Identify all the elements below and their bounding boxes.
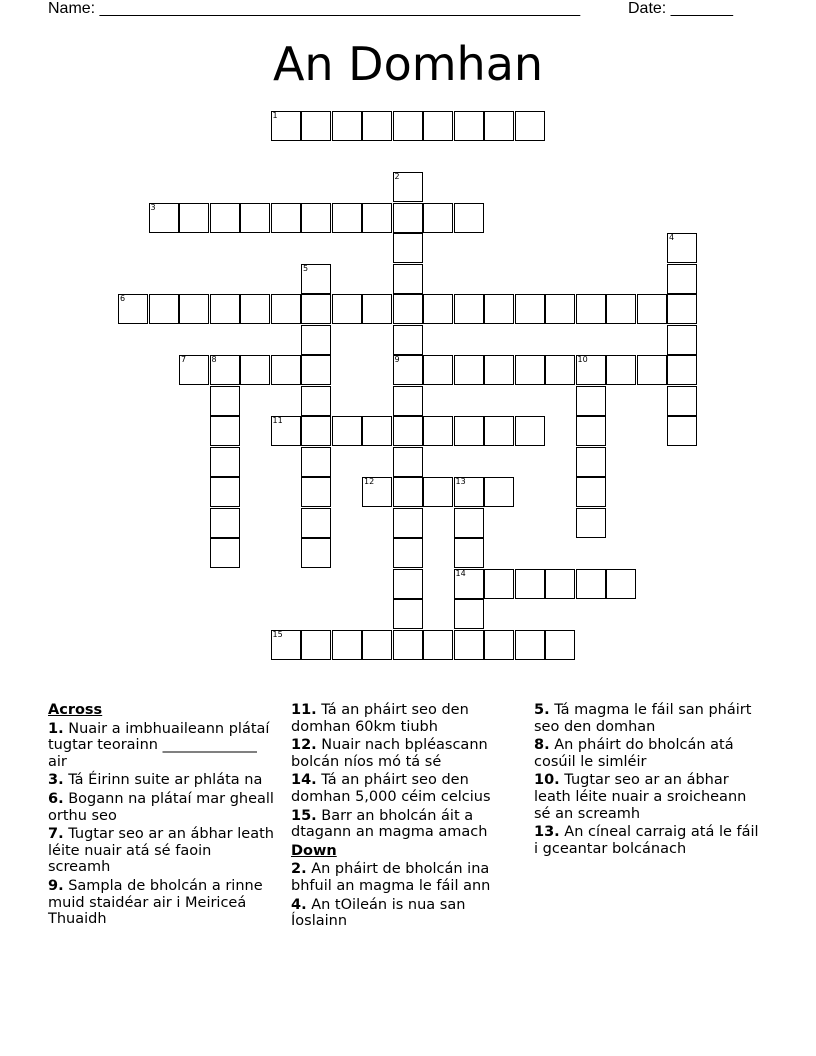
grid-cell[interactable]	[210, 386, 240, 416]
clue-text: Tugtar seo ar an ábhar leath léite nuair atá sé faoin screamh	[48, 826, 274, 876]
grid-cell[interactable]	[423, 630, 453, 660]
grid-cell[interactable]	[118, 294, 148, 324]
cell-number: 1	[272, 111, 278, 120]
grid-cell[interactable]	[484, 569, 514, 599]
grid-cell[interactable]	[515, 294, 545, 324]
grid-cell[interactable]	[301, 416, 331, 446]
grid-cell[interactable]	[179, 203, 209, 233]
cell-number: 5	[303, 263, 309, 273]
grid-cell[interactable]	[393, 264, 423, 294]
grid-cell[interactable]	[301, 447, 331, 477]
grid-cell[interactable]	[454, 599, 484, 629]
clues-column-3	[534, 702, 762, 859]
grid-cell[interactable]	[454, 294, 484, 324]
grid-cell[interactable]	[301, 538, 331, 568]
grid-cell[interactable]	[576, 508, 606, 538]
grid-cell[interactable]	[484, 416, 514, 446]
grid-cell[interactable]	[454, 630, 484, 660]
grid-cell[interactable]	[484, 477, 514, 507]
clue-number: 8.	[534, 737, 550, 754]
grid-cell[interactable]	[332, 294, 362, 324]
grid-cell[interactable]	[576, 355, 606, 385]
grid-cell[interactable]	[271, 416, 301, 446]
grid-cell[interactable]	[210, 447, 240, 477]
grid-cell[interactable]	[393, 233, 423, 263]
clue-text: Nuair nach bpléascann bolcán níos mó tá sé	[291, 737, 488, 770]
clue-text: An tOileán is nua san Íoslainn	[291, 896, 466, 930]
grid-cell[interactable]	[271, 203, 301, 233]
grid-cell[interactable]	[454, 111, 484, 141]
grid-cell[interactable]	[301, 203, 331, 233]
grid-cell[interactable]	[301, 630, 331, 660]
grid-cell[interactable]	[362, 111, 392, 141]
clue-number: 5.	[534, 702, 550, 718]
grid-cell[interactable]	[240, 355, 270, 385]
clue-text: Bogann na plátaí mar gheall orthu seo	[48, 790, 274, 824]
grid-cell[interactable]	[210, 355, 240, 385]
clue-text: An pháirt de bholcán ina bhfuil an magma le fáil ann	[291, 861, 491, 894]
grid-cell[interactable]	[423, 111, 453, 141]
clue-across	[48, 826, 276, 876]
clue-number: 7.	[48, 826, 64, 843]
grid-cell[interactable]	[301, 294, 331, 324]
grid-cell[interactable]	[667, 294, 697, 324]
grid-cell[interactable]	[362, 294, 392, 324]
clue-number: 12.	[291, 737, 317, 754]
clue-text: Tá magma le fáil san pháirt seo den domhan	[534, 702, 752, 735]
clue-text: Tá an pháirt seo den domhan 60km tiubh	[291, 702, 469, 735]
grid-cell[interactable]	[576, 477, 606, 507]
clue-down	[291, 861, 519, 894]
grid-cell[interactable]	[271, 294, 301, 324]
clue-down	[291, 897, 519, 930]
clue-number: 3.	[48, 772, 64, 789]
clue-text: Sampla de bholcán a rinne muid staidéar air i Meiriceá Thuaidh	[48, 877, 263, 928]
grid-cell[interactable]	[515, 111, 545, 141]
grid-cell[interactable]	[393, 325, 423, 355]
grid-cell[interactable]	[332, 111, 362, 141]
clue-across	[291, 772, 519, 805]
grid-cell[interactable]	[423, 477, 453, 507]
clue-text: Barr an bholcán áit a dtagann an magma amach	[291, 807, 488, 841]
grid-cell[interactable]	[667, 264, 697, 294]
grid-cell[interactable]	[393, 538, 423, 568]
grid-cell[interactable]	[179, 355, 209, 385]
clue-down	[534, 824, 762, 857]
cell-number: 8	[211, 355, 217, 364]
page-title: An Domhan	[272, 37, 544, 91]
clue-number: 13.	[534, 824, 560, 841]
grid-cell[interactable]	[454, 508, 484, 538]
grid-cell[interactable]	[515, 569, 545, 599]
grid-cell[interactable]	[393, 294, 423, 324]
cell-number: 9	[394, 355, 400, 364]
grid-cell[interactable]	[393, 355, 423, 385]
cell-number: 2	[394, 172, 400, 181]
grid-cell[interactable]	[606, 294, 636, 324]
grid-cell[interactable]	[271, 630, 301, 660]
grid-cell[interactable]	[393, 386, 423, 416]
grid-cell[interactable]	[576, 447, 606, 477]
cell-number: 7	[181, 355, 187, 364]
grid-cell[interactable]	[545, 355, 575, 385]
grid-cell[interactable]	[545, 294, 575, 324]
grid-cell[interactable]	[362, 630, 392, 660]
grid-cell[interactable]	[393, 630, 423, 660]
grid-cell[interactable]	[393, 172, 423, 202]
clue-across	[48, 791, 276, 824]
clue-text: Tá an pháirt seo den domhan 5,000 céim celcius	[291, 772, 491, 805]
grid-cell[interactable]	[301, 111, 331, 141]
grid-cell[interactable]	[149, 294, 179, 324]
grid-cell[interactable]	[362, 416, 392, 446]
clue-across	[291, 808, 519, 841]
grid-cell[interactable]	[423, 294, 453, 324]
clue-text: An cíneal carraig atá le fáil i gceantar bolcánach	[534, 824, 759, 857]
grid-cell[interactable]	[393, 477, 423, 507]
clue-number: 10.	[534, 772, 560, 789]
clue-number: 15.	[291, 807, 317, 824]
grid-cell[interactable]	[423, 416, 453, 446]
grid-cell[interactable]	[454, 569, 484, 599]
grid-cell[interactable]	[210, 294, 240, 324]
grid-cell[interactable]	[576, 416, 606, 446]
grid-cell[interactable]	[454, 203, 484, 233]
grid-cell[interactable]	[484, 294, 514, 324]
clue-number: 4.	[291, 896, 307, 913]
grid-cell[interactable]	[667, 386, 697, 416]
grid-cell[interactable]	[362, 203, 392, 233]
clue-number: 6.	[48, 790, 64, 807]
grid-cell[interactable]	[606, 569, 636, 599]
grid-cell[interactable]	[301, 355, 331, 385]
grid-cell[interactable]	[667, 233, 697, 263]
grid-cell[interactable]	[576, 386, 606, 416]
grid-cell[interactable]	[210, 508, 240, 538]
grid-cell[interactable]	[545, 630, 575, 660]
grid-cell[interactable]	[240, 294, 270, 324]
grid-cell[interactable]	[454, 416, 484, 446]
clue-number: 9.	[48, 877, 64, 894]
clue-text: An pháirt do bholcán atá cosúil le simléir	[534, 737, 734, 770]
grid-cell[interactable]	[301, 325, 331, 355]
grid-cell[interactable]	[301, 386, 331, 416]
clue-number: 2.	[291, 861, 307, 878]
grid-cell[interactable]	[210, 538, 240, 568]
grid-cell[interactable]	[393, 599, 423, 629]
grid-cell[interactable]	[210, 203, 240, 233]
grid-cell[interactable]	[484, 355, 514, 385]
clue-across	[291, 702, 519, 735]
date-field[interactable]: Date: _______	[628, 0, 733, 17]
grid-cell[interactable]	[179, 294, 209, 324]
cell-number: 11	[272, 416, 283, 425]
clues-column-1	[48, 702, 276, 930]
grid-cell[interactable]	[423, 203, 453, 233]
grid-cell[interactable]	[667, 416, 697, 446]
clue-down	[534, 737, 762, 770]
grid-cell[interactable]	[393, 508, 423, 538]
down-heading: Down	[291, 842, 337, 859]
name-field[interactable]: Name: ______________________________________________________	[48, 0, 581, 17]
grid-cell[interactable]	[667, 355, 697, 385]
clue-across	[48, 721, 276, 771]
grid-cell[interactable]	[393, 203, 423, 233]
clue-number: 11.	[291, 702, 317, 718]
across-heading: Across	[48, 702, 103, 718]
grid-cell[interactable]	[454, 477, 484, 507]
cell-number: 15	[272, 629, 283, 639]
grid-cell[interactable]	[393, 569, 423, 599]
clue-across	[48, 772, 276, 789]
clue-text: Nuair a imbhuaileann plátaí tugtar teorainn _____________ air	[48, 720, 270, 770]
cell-number: 6	[120, 294, 126, 303]
grid-cell[interactable]	[515, 630, 545, 660]
grid-cell[interactable]	[271, 111, 301, 141]
grid-cell[interactable]	[301, 264, 331, 294]
grid-cell[interactable]	[576, 294, 606, 324]
grid-cell[interactable]	[606, 355, 636, 385]
grid-cell[interactable]	[332, 416, 362, 446]
grid-cell[interactable]	[332, 630, 362, 660]
grid-cell[interactable]	[301, 508, 331, 538]
grid-cell[interactable]	[362, 477, 392, 507]
grid-cell[interactable]	[667, 325, 697, 355]
clue-number: 1.	[48, 720, 64, 737]
grid-cell[interactable]	[454, 538, 484, 568]
grid-cell[interactable]	[393, 447, 423, 477]
grid-cell[interactable]	[637, 355, 667, 385]
grid-cell[interactable]	[637, 294, 667, 324]
clue-number: 14.	[291, 772, 317, 789]
clue-across	[291, 737, 519, 770]
clue-down	[534, 702, 762, 735]
grid-cell[interactable]	[545, 569, 575, 599]
cell-number: 13	[455, 477, 466, 486]
cell-number: 3	[150, 202, 156, 212]
cell-number: 4	[669, 233, 675, 242]
grid-cell[interactable]	[393, 111, 423, 141]
grid-cell[interactable]	[332, 203, 362, 233]
grid-cell[interactable]	[240, 203, 270, 233]
grid-cell[interactable]	[515, 416, 545, 446]
grid-cell[interactable]	[423, 355, 453, 385]
grid-cell[interactable]	[576, 569, 606, 599]
clues-column-2	[291, 702, 519, 932]
grid-cell[interactable]	[454, 355, 484, 385]
grid-cell[interactable]	[271, 355, 301, 385]
clue-down	[534, 772, 762, 822]
grid-cell[interactable]	[210, 477, 240, 507]
grid-cell[interactable]	[210, 416, 240, 446]
grid-cell[interactable]	[149, 203, 179, 233]
grid-cell[interactable]	[484, 111, 514, 141]
cell-number: 12	[364, 477, 375, 486]
grid-cell[interactable]	[393, 416, 423, 446]
grid-cell[interactable]	[301, 477, 331, 507]
grid-cell[interactable]	[515, 355, 545, 385]
clue-text: Tá Éirinn suite ar phláta na	[68, 772, 263, 789]
cell-number: 10	[577, 355, 588, 364]
grid-cell[interactable]	[484, 630, 514, 660]
clue-across	[48, 878, 276, 928]
clue-text: Tugtar seo ar an ábhar leath léite nuair a sroicheann sé an screamh	[534, 772, 747, 822]
cell-number: 14	[455, 568, 466, 578]
